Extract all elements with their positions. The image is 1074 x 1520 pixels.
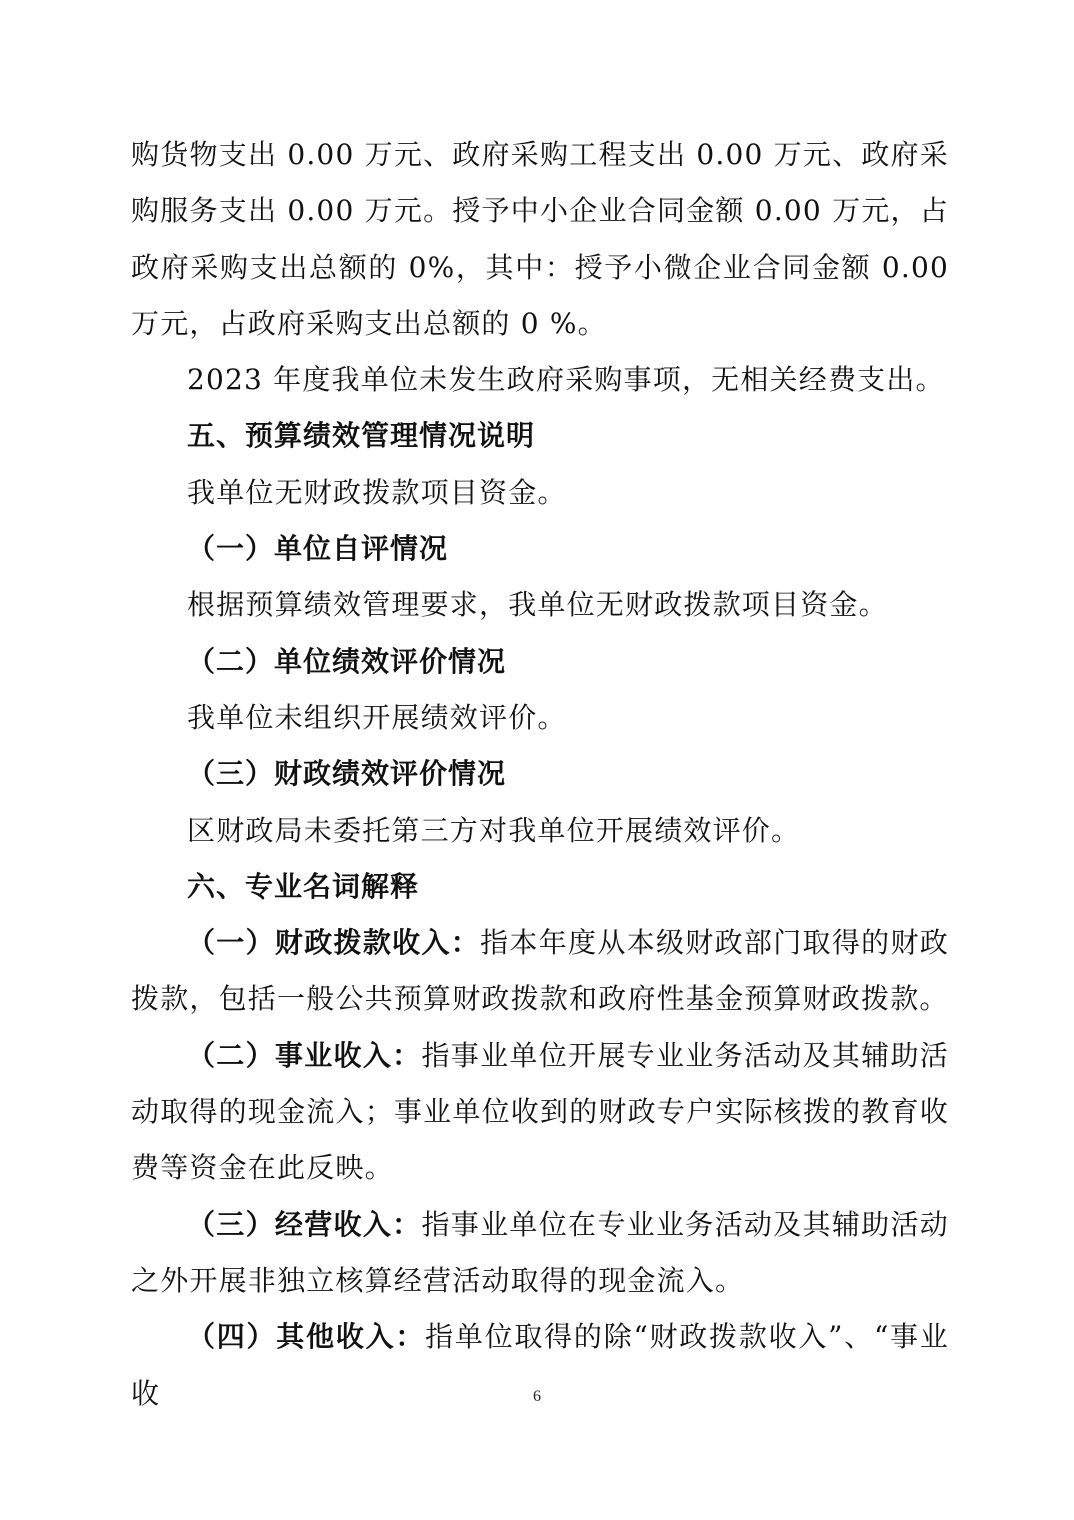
definition-text: 指事业单位开展专业业务活动及其辅助活动取得的现金流入；事业单位收到的财政专户实际核拨的教育收费等资金在此反映。: [131, 1038, 949, 1185]
subsection-heading: （二）单位绩效评价情况: [187, 644, 507, 678]
section-heading: 五、预算绩效管理情况说明: [187, 419, 536, 453]
body-paragraph: 2023 年度我单位未发生政府采购事项，无相关经费支出。: [187, 363, 945, 397]
document-body: [131, 127, 949, 1422]
definition-text: 指事业单位在专业业务活动及其辅助活动之外开展非独立核算经营活动取得的现金流入。: [131, 1207, 949, 1297]
body-paragraph: 根据预算绩效管理要求，我单位无财政拨款项目资金。: [187, 588, 888, 622]
body-paragraph: 区财政局未委托第三方对我单位开展绩效评价。: [187, 813, 801, 847]
definition-term: （三）经营收入：: [187, 1207, 422, 1241]
body-paragraph: 我单位未组织开展绩效评价。: [187, 700, 567, 734]
definition-term: （二）事业收入：: [187, 1038, 422, 1072]
definition-paragraph: [131, 915, 949, 1028]
body-paragraph: 我单位无财政拨款项目资金。: [187, 475, 567, 509]
page-number: 6: [533, 1388, 541, 1405]
subsection-heading: （三）财政绩效评价情况: [187, 757, 507, 791]
subsection-heading: （一）单位自评情况: [187, 532, 449, 566]
definition-term: （一）财政拨款收入：: [187, 926, 481, 960]
definition-text: 指单位取得的除“财政拨款收入”、“事业收: [131, 1320, 949, 1410]
definition-term: （四）其他收入：: [187, 1320, 426, 1354]
body-paragraph: 购货物支出 0.00 万元、政府采购工程支出 0.00 万元、政府采购服务支出 0.00 万元。授予中小企业合同金额 0.00 万元，占政府采购支出总额的 0%，其中：授予小微企业合同金额 0.00 万元，占政府采购支出总额的 0 %。: [131, 138, 949, 340]
section-heading: 六、专业名词解释: [187, 869, 420, 903]
definition-text: 指本年度从本级财政部门取得的财政拨款，包括一般公共预算财政拨款和政府性基金预算财政拨款。: [131, 926, 949, 1016]
definition-paragraph: [131, 1197, 949, 1310]
definition-paragraph: [131, 1028, 949, 1197]
